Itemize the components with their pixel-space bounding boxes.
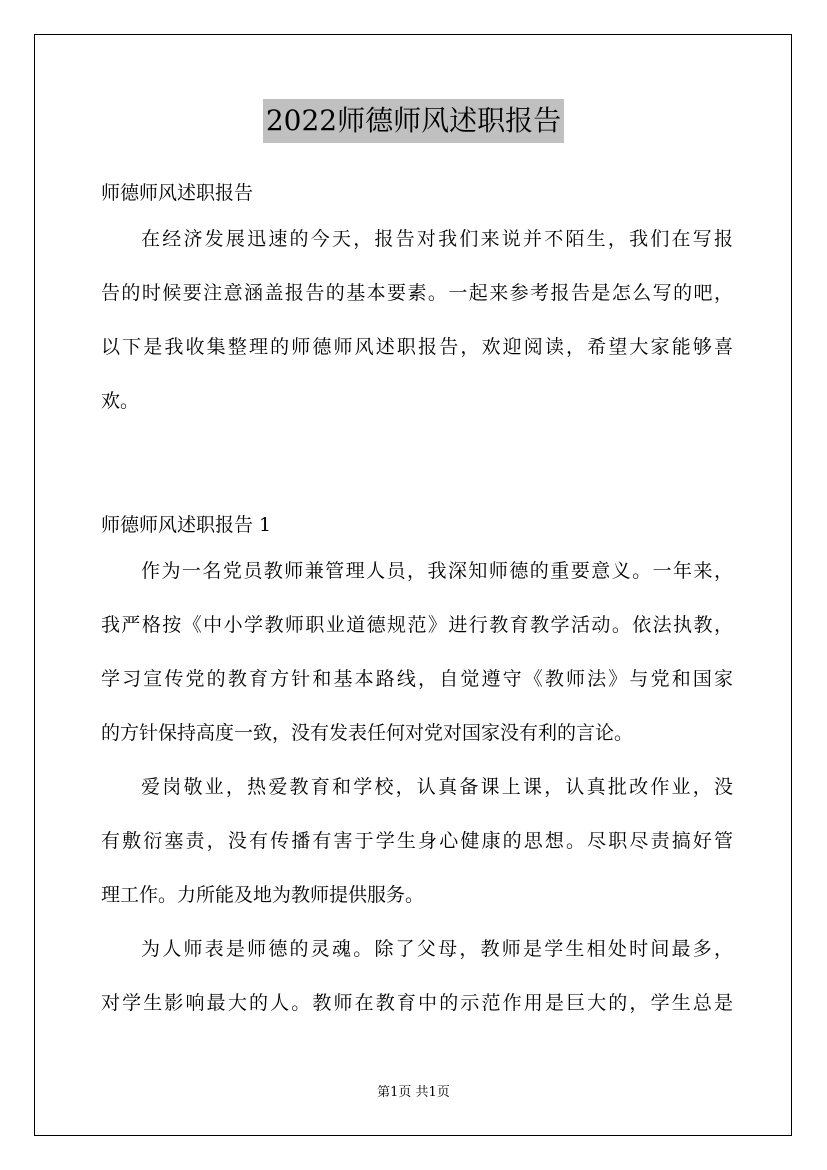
document-body (101, 174, 733, 1042)
subtitle-heading: 师德师风述职报告 (101, 182, 254, 204)
text-line: 告的时候要注意涵盖报告的基本要素。一起来参考报告是怎么写的吧， (101, 282, 733, 304)
text-line: 对学生影响最大的人。教师在教育中的示范作用是巨大的，学生总是 (101, 992, 733, 1014)
section1-paragraph-2 (101, 772, 733, 934)
page-footer: 第1页 共1页 (377, 1085, 450, 1100)
section1-paragraph-3 (101, 934, 733, 1042)
text-line: 我严格按《中小学教师职业道德规范》进行教育教学活动。依法执教， (101, 614, 733, 636)
text-line: 在经济发展迅速的今天，报告对我们来说并不陌生，我们在写报 (141, 228, 733, 250)
section1-paragraph-1 (101, 556, 733, 772)
document-title: 2022师德师风述职报告 (263, 99, 564, 143)
text-line: 爱岗敬业，热爱教育和学校，认真备课上课，认真批改作业，没 (141, 776, 733, 798)
text-line: 有敷衍塞责，没有传播有害于学生身心健康的思想。尽职尽责搞好管 (101, 830, 733, 852)
text-line: 作为一名党员教师兼管理人员，我深知师德的重要意义。一年来， (141, 560, 733, 582)
text-line: 欢。 (101, 390, 140, 412)
text-line: 以下是我收集整理的师德师风述职报告，欢迎阅读，希望大家能够喜 (101, 336, 733, 358)
text-line: 学习宣传党的教育方针和基本路线，自觉遵守《教师法》与党和国家 (101, 668, 733, 690)
title-container (0, 99, 827, 143)
text-line: 为人师表是师德的灵魂。除了父母，教师是学生相处时间最多， (141, 938, 733, 960)
text-line: 理工作。力所能及地为教师提供服务。 (101, 884, 425, 906)
section-heading: 师德师风述职报告 1 (101, 514, 272, 536)
intro-paragraph (101, 224, 733, 440)
text-line: 的方针保持高度一致，没有发表任何对党对国家没有利的言论。 (101, 722, 634, 744)
